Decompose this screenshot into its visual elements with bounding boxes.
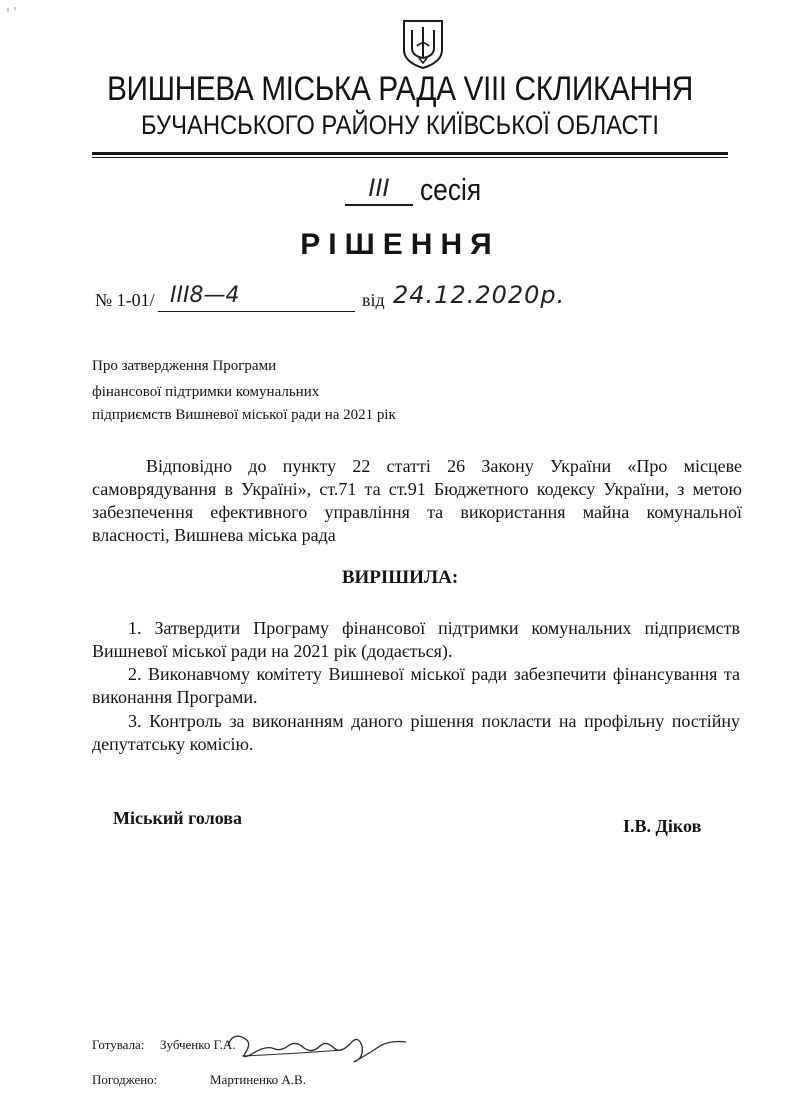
signer-title: Міський голова — [113, 808, 242, 828]
prepared-by-name: Зубченко Г.А. — [160, 1037, 236, 1052]
session-label: сесія — [420, 172, 482, 207]
signer-name: І.В. Діков — [623, 816, 702, 836]
decision-number-prefix: № 1-01/ — [95, 290, 155, 310]
decision-number: III8—4 — [170, 283, 240, 308]
prepared-by-label: Готувала: — [92, 1037, 145, 1052]
council-name: ВИШНЕВА МІСЬКА РАДА VIII СКЛИКАННЯ — [107, 70, 693, 108]
session-number: III — [368, 174, 390, 202]
agreed-by-label: Погоджено: — [92, 1072, 158, 1087]
agreed-by-name: Мартиненко А.В. — [210, 1072, 306, 1087]
decision-date-prefix: від — [362, 290, 385, 310]
preamble-paragraph: Відповідно до пункту 22 статті 26 Закону України «Про місцеве самоврядування в Україні», ст.71 та ст.91 Бюджетного кодексу України, з метою забезпечення ефективного управління та використання майна комунальної власності, Вишнева міська рада — [92, 456, 742, 545]
scan-mark — [6, 6, 20, 20]
district-name: БУЧАНСЬКОГО РАЙОНУ КИЇВСЬКОЇ ОБЛАСТІ — [141, 110, 659, 140]
header-divider — [92, 152, 728, 155]
session-number-underline — [345, 204, 413, 206]
decision-date: 24.12.2020р. — [393, 281, 566, 309]
subject-line: Про затвердження Програми — [92, 358, 277, 374]
resolution-item: 2. Виконавчому комітету Вишневої міської ради забезпечити фінансування та виконання Програми. — [92, 664, 740, 707]
resolution-item: 3. Контроль за виконанням даного рішення покласти на профільну постійну депутатську комісію. — [92, 711, 740, 754]
document-title: РІШЕННЯ — [300, 228, 500, 261]
resolution-item: 1. Затвердити Програму фінансової підтримки комунальних підприємств Вишневої міської ради на 2021 рік (додається). — [92, 618, 740, 661]
resolved-heading: ВИРІШИЛА: — [341, 567, 459, 588]
decision-number-underline — [158, 311, 355, 312]
handwritten-signature — [222, 1024, 412, 1068]
trident-coat-of-arms-icon — [400, 18, 446, 70]
header-divider-thin — [92, 157, 728, 158]
subject-line: фінансової підтримки комунальних — [92, 384, 320, 400]
subject-line: підприємств Вишневої міської ради на 2021 рік — [92, 407, 396, 423]
